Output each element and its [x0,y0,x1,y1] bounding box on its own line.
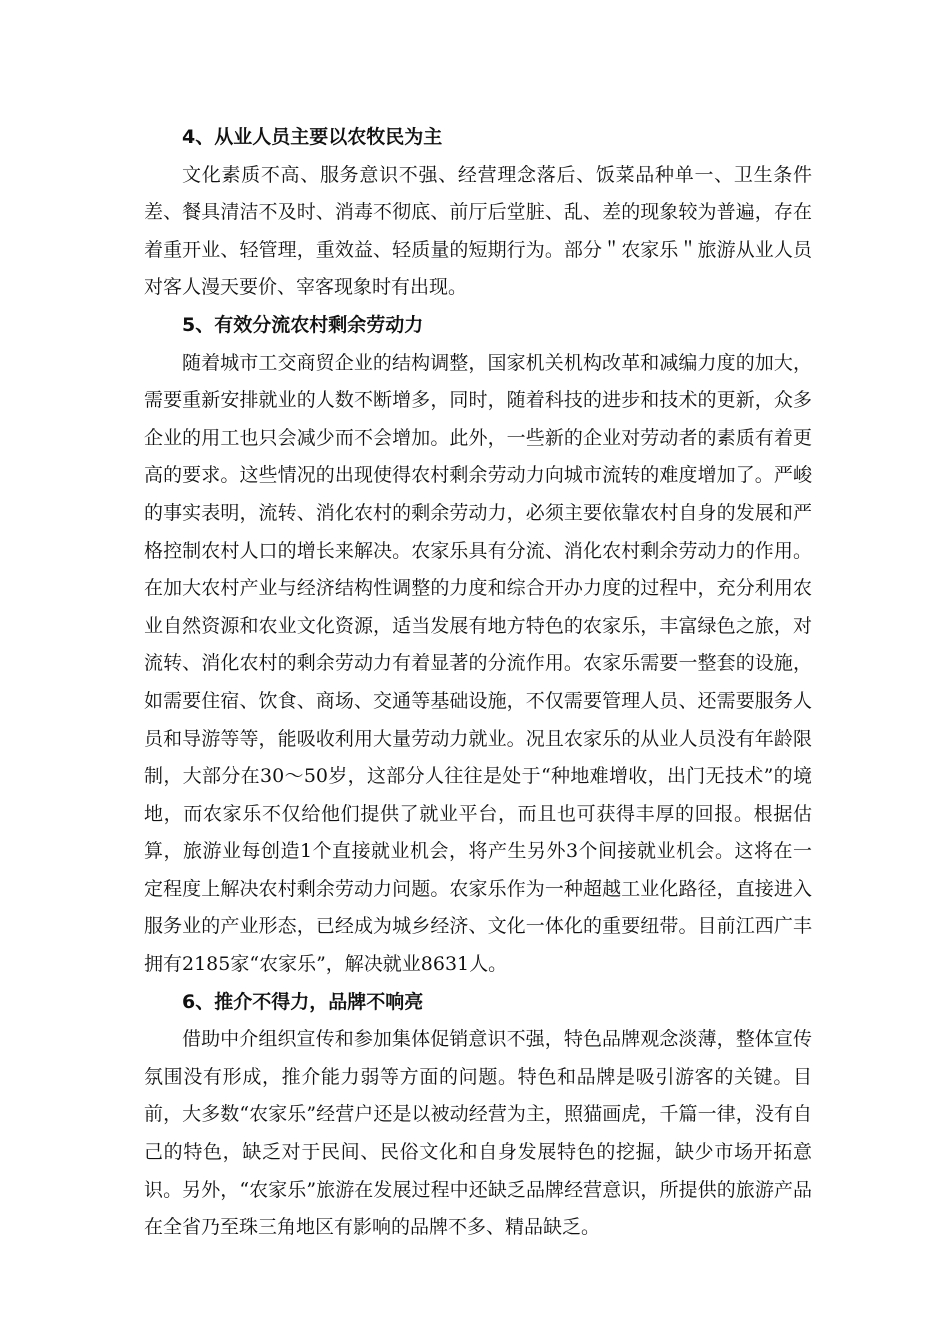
section-heading: 5、有效分流农村剩余劳动力 [182,313,424,336]
section-6 [144,984,812,1247]
section-paragraph: 文化素质不高、服务意识不强、经营理念落后、饭菜品种单一、卫生条件差、餐具清洁不及时、消毒不彻底、前厅后堂脏、乱、差的现象较为普遍，存在着重开业、轻管理，重效益、轻质量的短期行为。部分＂农家乐＂旅游从业人员对客人漫天要价、宰客现象时有出现。 [144,163,812,299]
section-heading: 6、推介不得力，品牌不响亮 [182,990,424,1013]
section-4 [144,119,812,307]
section-paragraph: 借助中介组织宣传和参加集体促销意识不强，特色品牌观念淡薄，整体宣传氛围没有形成，推介能力弱等方面的问题。特色和品牌是吸引游客的关键。目前，大多数“农家乐”经营户还是以被动经营为主，照猫画虎，千篇一律，没有自己的特色，缺乏对于民间、民俗文化和自身发展特色的挖掘，缺少市场开拓意识。另外，“农家乐”旅游在发展过程中还缺乏品牌经营意识，所提供的旅游产品在全省乃至珠三角地区有影响的品牌不多、精品缺乏。 [144,1028,812,1239]
section-heading: 4、从业人员主要以农牧民为主 [182,126,443,148]
section-5 [144,307,812,984]
section-paragraph: 随着城市工交商贸企业的结构调整，国家机关机构改革和减编力度的加大，需要重新安排就业的人数不断增多，同时，随着科技的进步和技术的更新，众多企业的用工也只会减少而不会增加。此外，一些新的企业对劳动者的素质有着更高的要求。这些情况的出现使得农村剩余劳动力向城市流转的难度增加了。严峻的事实表明，流转、消化农村的剩余劳动力，必须主要依靠农村自身的发展和严格控制农村人口的增长来解决。农家乐具有分流、消化农村剩余劳动力的作用。在加大农村产业与经济结构性调整的力度和综合开办力度的过程中，充分利用农业自然资源和农业文化资源，适当发展有地方特色的农家乐，丰富绿色之旅，对流转、消化农村的剩余劳动力有着显著的分流作用。农家乐需要一整套的设施，如需要住宿、饮食、商场、交通等基础设施，不仅需要管理人员、还需要服务人员和导游等等，能吸收利用大量劳动力就业。况且农家乐的从业人员没有年龄限制，大部分在30～50岁，这部分人往往是处于“种地难增收，出门无技术”的境地，而农家乐不仅给他们提供了就业平台，而且也可获得丰厚的回报。根据估算，旅游业每创造1个直接就业机会，将产生另外3个间接就业机会。这将在一定程度上解决农村剩余劳动力问题。农家乐作为一种超越工业化路径，直接进入服务业的产业形态，已经成为城乡经济、文化一体化的重要纽带。目前江西广丰拥有2185家“农家乐”，解决就业8631人。 [144,351,812,976]
document-body [144,119,812,1247]
